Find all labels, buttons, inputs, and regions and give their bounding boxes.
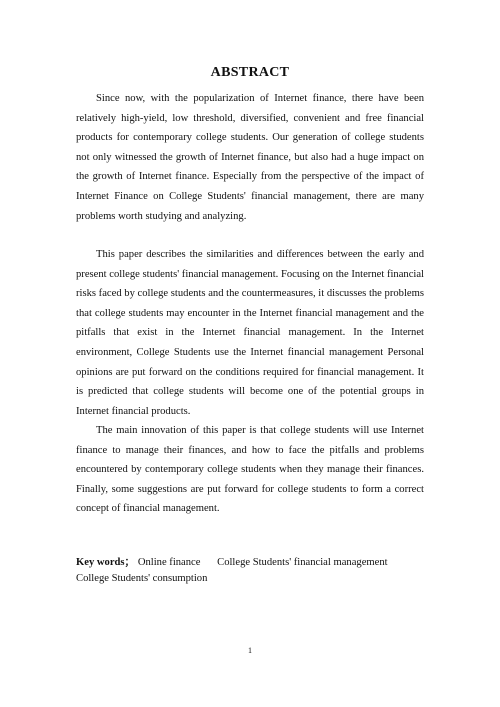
keyword-item: College Students' financial management xyxy=(217,557,388,568)
keywords-label: Key words； xyxy=(76,557,136,568)
abstract-title: ABSTRACT xyxy=(210,65,290,80)
abstract-paragraph-2: This paper describes the similarities and differences between the early and present college students' financial management. Focusing on the Internet financial risks faced by college students and the countermeasures, it discusses the problems that college students may encounter in the Internet financial management and the pitfalls that exist in the Internet financial management. In the Internet environment, College Students use the Internet financial management Personal opinions are put forward on the conditions required for financial management. It is predicted that college students will become one of the potential groups in Internet financial products. xyxy=(76,249,424,417)
keywords-section xyxy=(76,555,424,586)
abstract-paragraph-3: The main innovation of this paper is that college students will use Internet finance to manage their finances, and how to face the pitfalls and problems encountered by contemporary college students when they manage their finances. Finally, some suggestions are put forward for college students to form a correct concept of financial management. xyxy=(76,425,424,515)
abstract-paragraph-1: Since now, with the popularization of Internet finance, there have been relatively high-yield, low threshold, diversified, convenient and free financial products for contemporary college students. Our generation of college students not only witnessed the growth of Internet finance, but also had a huge impact on the growth of Internet finance. Especially from the perspective of the impact of Internet Finance on College Students' financial management, there are many problems worth studying and analyzing. xyxy=(76,93,424,222)
keyword-item: Online finance xyxy=(137,557,201,568)
page-number: 1 xyxy=(248,646,252,655)
keyword-item: College Students' consumption xyxy=(76,572,208,584)
